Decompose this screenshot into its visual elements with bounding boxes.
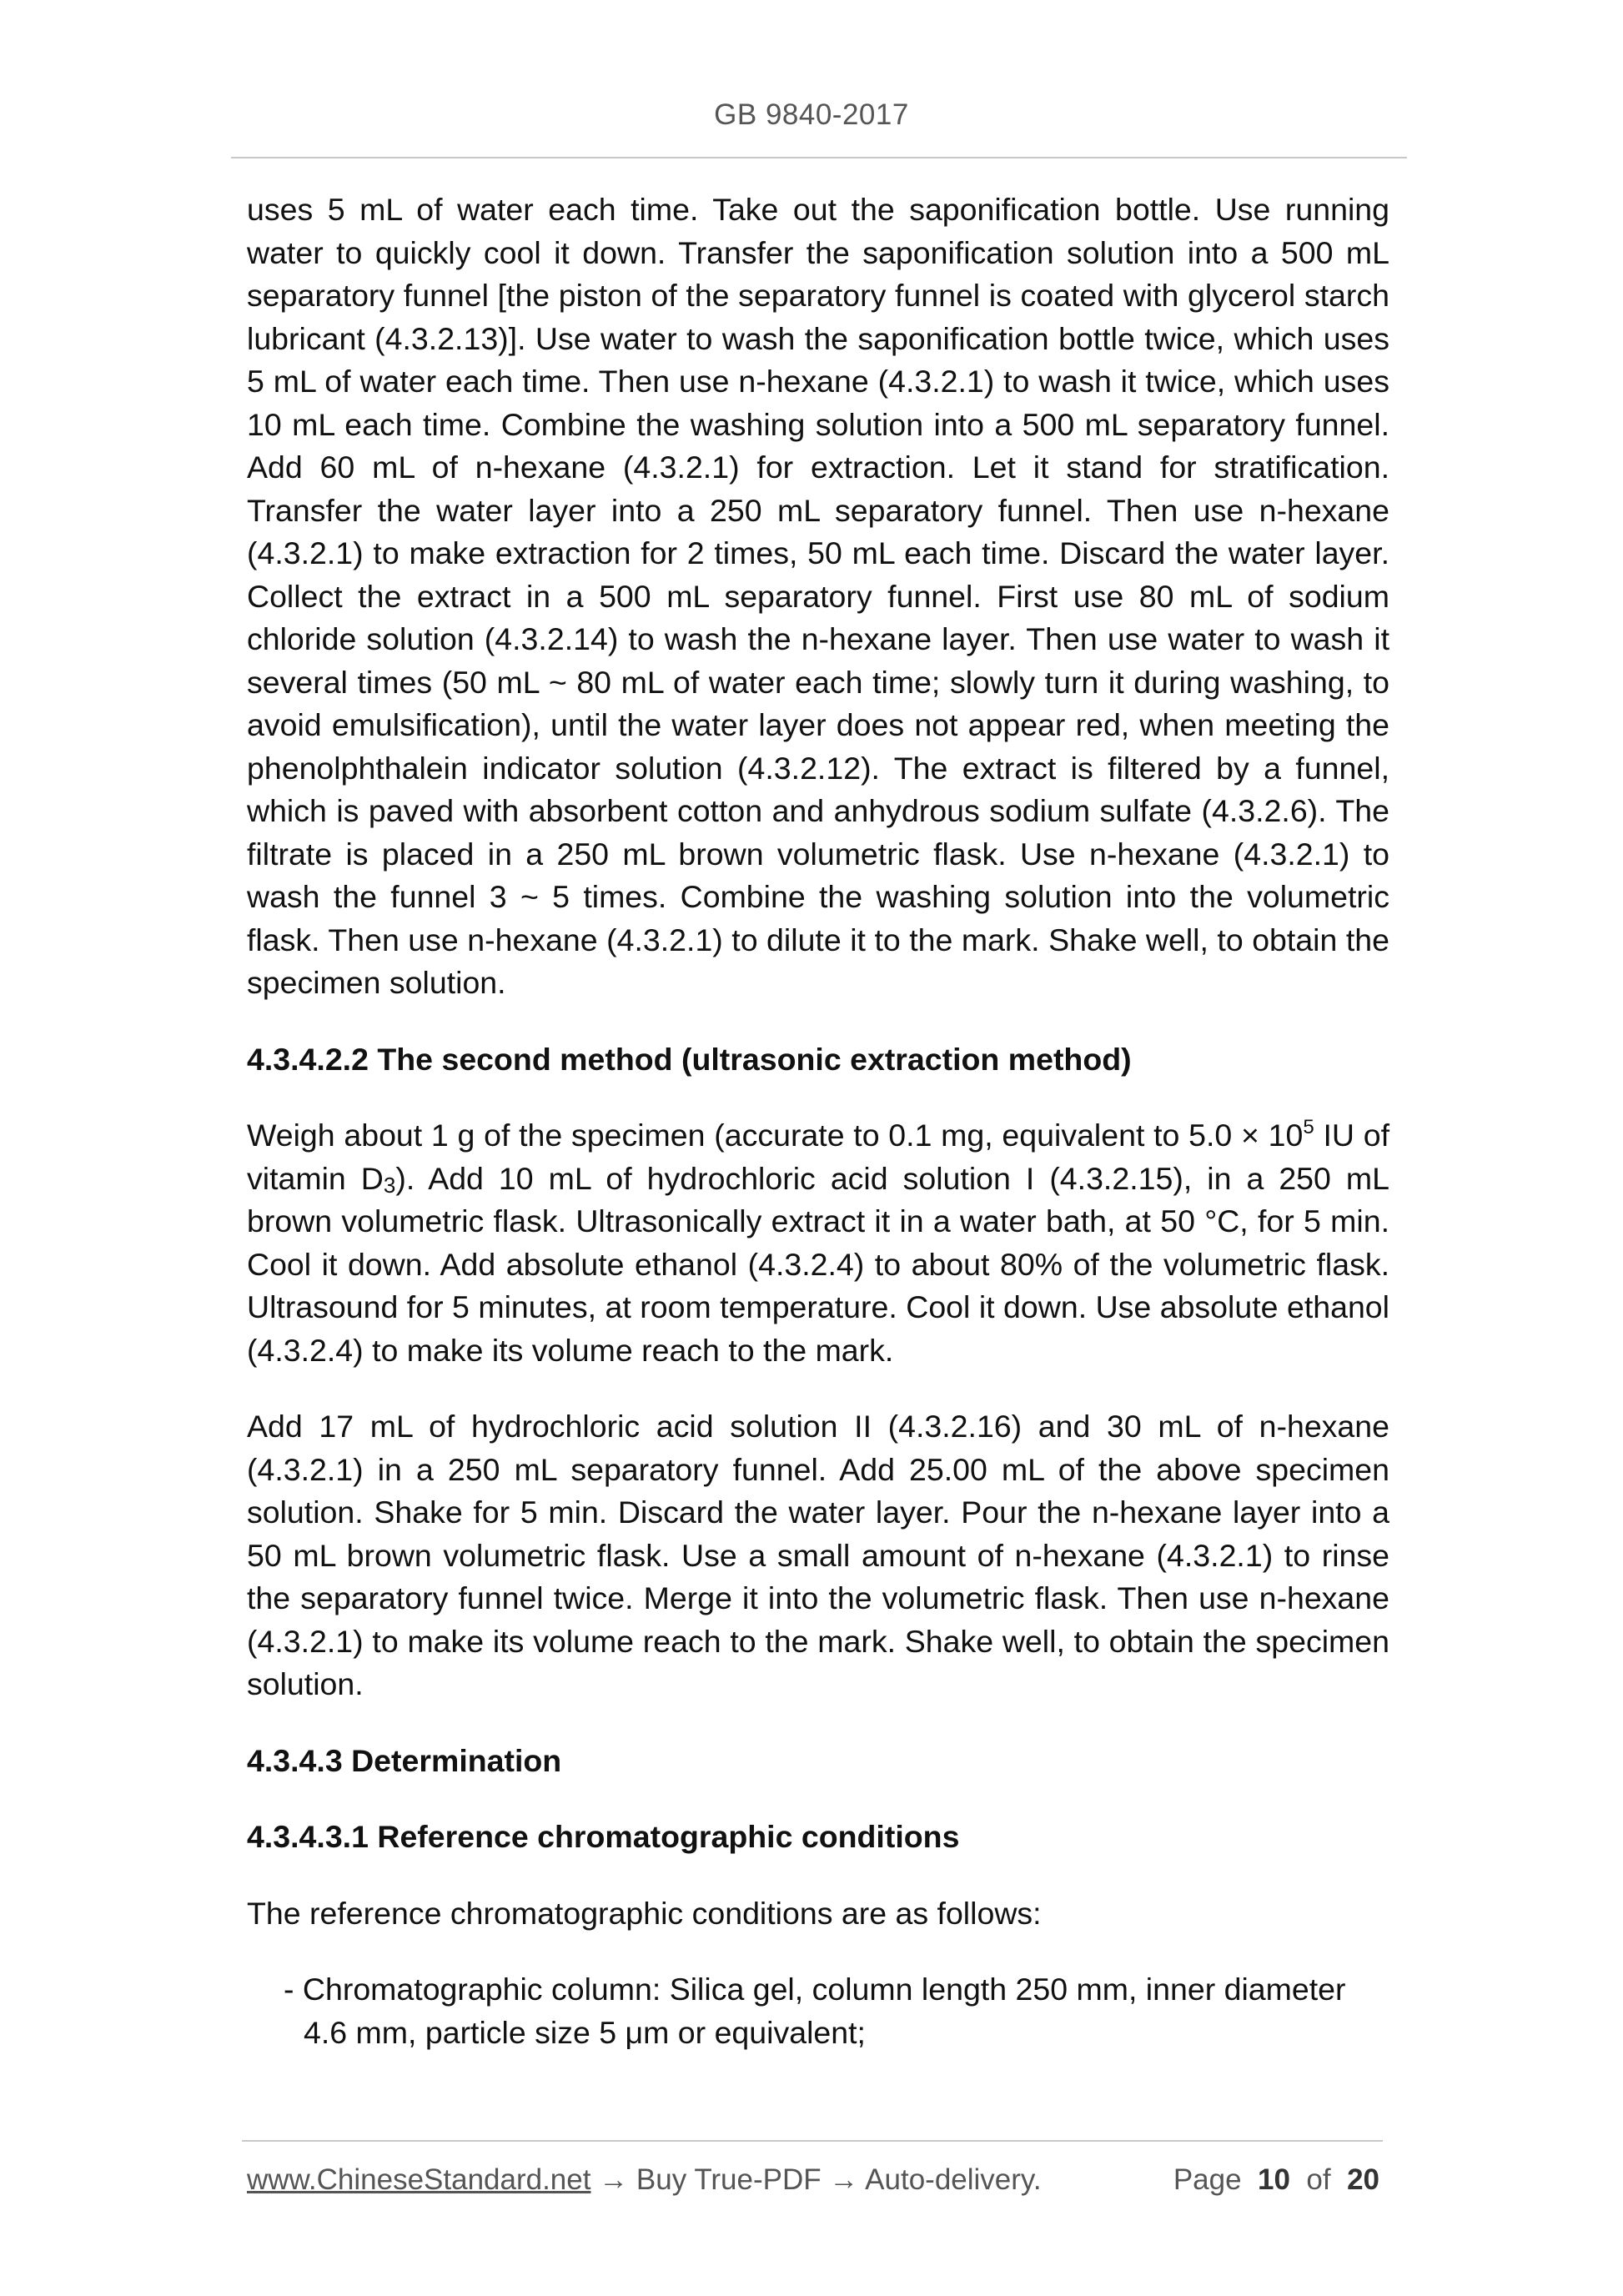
page-content [247, 188, 1389, 2054]
superscript-exponent: 5 [1303, 1116, 1314, 1138]
total-page-count: 20 [1347, 2163, 1379, 2196]
section-heading-4-3-4-3-1: 4.3.4.3.1 Reference chromatographic conditions [247, 1819, 960, 1854]
paragraph-conditions-intro: The reference chromatographic conditions are as follows: [247, 1895, 1042, 1931]
paragraph-weigh-text-c: ). Add 10 mL of hydrochloric acid solution I (4.3.2.15), in a 250 mL brown volumetric flask. Ultrasonically extract it in a water bath, at 50 °C, for 5 min. Cool it down. Add absolute ethanol (4.3.2.4) to about 80% of the volumetric flask. Ultrasound for 5 minutes, at room temperature. Cool it down. Use absolute ethanol (4.3.2.4) to make its volume reach to the mark. [247, 1160, 1389, 1368]
of-label: of [1306, 2163, 1331, 2196]
footer-promo-text: → Buy True-PDF → Auto-delivery. [590, 2163, 1042, 2196]
section-heading-4-3-4-3: 4.3.4.3 Determination [247, 1742, 562, 1778]
subscript-d3: 3 [383, 1172, 396, 1198]
paragraph-saponification: uses 5 mL of water each time. Take out the saponification bottle. Use running water to quickly cool it down. Transfer the saponification solution into a 500 mL separatory funnel [the piston of the separatory funnel is coated with glycerol starch lubricant (4.3.2.13)]. Use water to wash the saponification bottle twice, which uses 5 mL of water each time. Then use n-hexane (4.3.2.1) to wash it twice, which uses 10 mL each time. Combine the washing solution into a 500 mL separatory funnel. Add 60 mL of n-hexane (4.3.2.1) for extraction. Let it stand for stratification. Transfer the water layer into a 250 mL separatory funnel. Then use n-hexane (4.3.2.1) to make extraction for 2 times, 50 mL each time. Discard the water layer. Collect the extract in a 500 mL separatory funnel. First use 80 mL of sodium chloride solution (4.3.2.14) to wash the n-hexane layer. Then use water to wash it several times (50 mL ~ 80 mL of water each time; slowly turn it during washing, to avoid emulsification), until the water layer does not appear red, when meeting the phenolphthalein indicator solution (4.3.2.12). The extract is filtered by a funnel, which is paved with absorbent cotton and anhydrous sodium sulfate (4.3.2.6). The filtrate is placed in a 250 mL brown volumetric flask. Use n-hexane (4.3.2.1) to wash the funnel 3 ~ 5 times. Combine the washing solution into the volumetric flask. Then use n-hexane (4.3.2.1) to dilute it to the mark. Shake well, to obtain the specimen solution. [247, 192, 1389, 1000]
chinesestandard-link[interactable]: www.ChineseStandard.net [247, 2163, 591, 2196]
current-page-number: 10 [1258, 2163, 1290, 2196]
list-item-chromatographic-column: - Chromatographic column: Silica gel, column length 250 mm, inner diameter 4.6 mm, particle size 5 μm or equivalent; [284, 1972, 1346, 2050]
page-label: Page [1173, 2163, 1242, 2196]
paragraph-hydrochloric-extraction: Add 17 mL of hydrochloric acid solution II (4.3.2.16) and 30 mL of n-hexane (4.3.2.1) in a 250 mL separatory funnel. Add 25.00 mL of the above specimen solution. Shake for 5 min. Discard the water layer. Pour the n-hexane layer into a 50 mL brown volumetric flask. Use a small amount of n-hexane (4.3.2.1) to rinse the separatory funnel twice. Merge it into the volumetric flask. Then use n-hexane (4.3.2.1) to make its volume reach to the mark. Shake well, to obtain the specimen solution. [247, 1409, 1389, 1701]
section-heading-4-3-4-2-2: 4.3.4.2.2 The second method (ultrasonic extraction method) [247, 1041, 1132, 1077]
paragraph-weigh-text-b: IU of vitamin D [247, 1118, 1389, 1196]
footer-divider [242, 2140, 1383, 2142]
header-divider [231, 157, 1407, 158]
paragraph-weigh-specimen [247, 1114, 1389, 1372]
document-header: GB 9840-2017 [714, 98, 909, 131]
footer-left [247, 2163, 1042, 2197]
paragraph-weigh-text-a: Weigh about 1 g of the specimen (accurate to 0.1 mg, equivalent to 5.0 × 10 [247, 1118, 1304, 1153]
page-indicator [1173, 2163, 1379, 2197]
